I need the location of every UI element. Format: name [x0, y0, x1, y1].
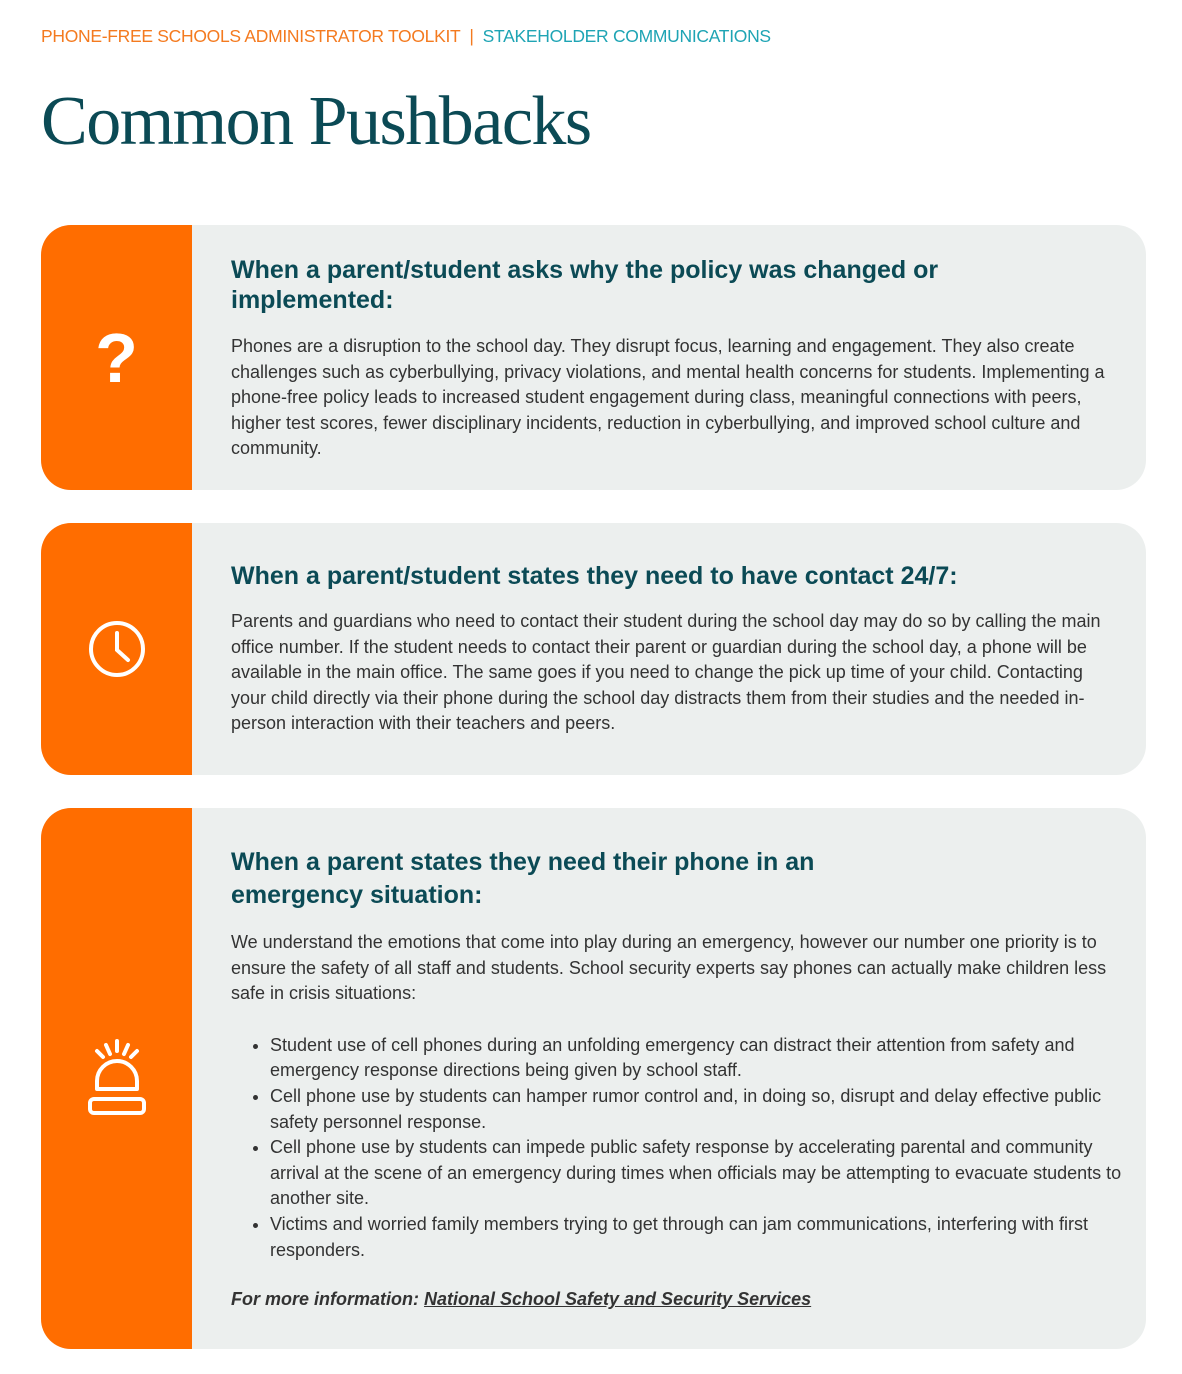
siren-icon: [87, 1037, 147, 1121]
pushback-card-contact: [41, 523, 1146, 775]
clock-icon: [87, 619, 147, 679]
risk-list: [231, 1033, 1122, 1263]
list-item: • Student use of cell phones during an unfolding emergency can distract their attention from safety and emergency response directions being given by school staff.: [270, 1033, 1122, 1084]
question-mark-icon: ?: [95, 318, 138, 397]
pushback-card-policy: [41, 225, 1146, 490]
pushback-card-emergency: [41, 808, 1146, 1349]
more-info-label: For more information:: [231, 1289, 419, 1310]
card-heading: When a parent/student asks why the policy was changed or implemented:: [231, 256, 939, 314]
card-body: We understand the emotions that come into play during an emergency, however our number one priority is to ensure the safety of all staff and students. School security experts say phones can actually make children less safe in crisis situations:: [231, 932, 1107, 1004]
card-icon-panel: [41, 225, 192, 490]
card-icon-panel: [41, 523, 192, 775]
section-label: STAKEHOLDER COMMUNICATIONS: [482, 26, 771, 46]
list-item: • Victims and worried family members trying to get through can jam communications, interfering with first responders.: [270, 1212, 1122, 1263]
more-info: [231, 1289, 1122, 1310]
list-item: • Cell phone use by students can impede public safety response by accelerating parental and community arrival at the scene of an emergency during times when officials may be attempting to evacuate students to another site.: [270, 1135, 1122, 1212]
card-heading: When a parent/student states they need to have contact 24/7:: [231, 562, 958, 590]
breadcrumb: [41, 26, 771, 47]
list-item: • Cell phone use by students can hamper rumor control and, in doing so, disrupt and delay effective public safety personnel response.: [270, 1084, 1122, 1135]
separator: |: [469, 26, 474, 46]
more-info-link[interactable]: National School Safety and Security Services: [424, 1289, 812, 1310]
toolkit-label: PHONE-FREE SCHOOLS ADMINISTRATOR TOOLKIT: [41, 26, 461, 46]
card-heading: When a parent states they need their phone in an emergency situation:: [231, 848, 815, 909]
card-body: Parents and guardians who need to contact their student during the school day may do so by calling the main office number. If the student needs to contact their parent or guardian during the school day, a phone will be available in the main office. The same goes if you need to change the pick up time of your child. Contacting your child directly via their phone during the school day distracts them from their studies and the needed in-person interaction with their teachers and peers.: [231, 611, 1101, 734]
card-body: Phones are a disruption to the school day. They disrupt focus, learning and engagement. They also create challenges such as cyberbullying, privacy violations, and mental health concerns for students. Implementing a phone-free policy leads to increased student engagement during class, meaningful connections with peers, higher test scores, fewer disciplinary incidents, reduction in cyberbullying, and improved school culture and community.: [231, 336, 1105, 459]
page-title: Common Pushbacks: [41, 83, 591, 160]
card-icon-panel: [41, 808, 192, 1349]
